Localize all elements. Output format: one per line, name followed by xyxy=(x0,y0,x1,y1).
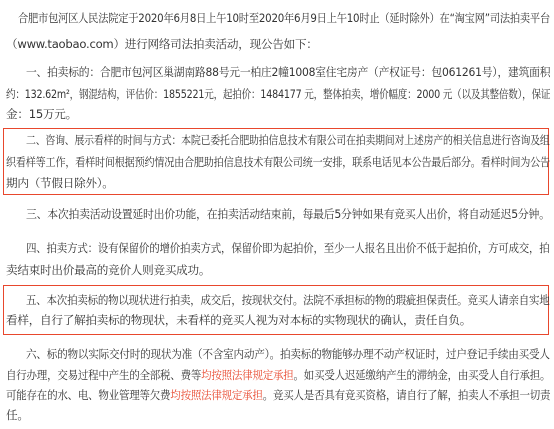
section-6-line-3 xyxy=(6,387,550,403)
intro-line-1: 合肥市包河区人民法院定于2020年6月8日上午10时至2020年6月9日上午10时止（延时除外）在“淘宝网”司法拍卖平台 xyxy=(18,11,550,25)
section-4-line-2: 卖结束时出价最高的竞价人则竞买成功。 xyxy=(6,263,211,277)
section-3-line-1: 三、本次拍卖活动设置延时出价功能，在拍卖活动结束前，每最后5分钟如果有竞买人出价，将自动延迟5分钟。 xyxy=(26,207,550,221)
section-2-line-2: 织看样等工作，看样时间根据预约情况由合肥助拍信息技术有限公司统一安排，联系电话见本公告最后部分。看样时间为公告 xyxy=(6,155,550,169)
section-6-line-2-rest: 。如买受人迟延缴纳产生的滞纳金，由买受人自行承担。 xyxy=(293,368,551,382)
section-5-line-2: 看样，自行了解拍卖标的物现状，未看样的竞买人视为对本标的实物现状的确认，责任自负。 xyxy=(6,313,472,327)
section-6-line-1: 六、标的物以实际交付时的现状为准（不含室内动产）。拍卖标的物能够办理不动产权证时，过户登记手续由买受人 xyxy=(26,347,550,361)
section-6-line-3-rest: 。竞买人是否具有竞买资格，请自行了解，拍卖人不承担一切责 xyxy=(262,388,551,402)
section-1-line-2: 约：132.62m²，钢混结构，评估价：1855221元，起拍价：1484177 元，整体拍卖，增价幅度：2000 元（以及其整倍数），保证 xyxy=(6,87,551,101)
section-1-line-3: 金：15万元。 xyxy=(6,107,77,121)
section-6-line-2-text: 自行办理，交易过程中产生的全部税、费等 xyxy=(6,368,202,382)
intro-line-2: （www.taobao.com）进行网络司法拍卖活动，现公告如下： xyxy=(6,37,318,51)
section-2-line-3: 期内（节假日除外）。 xyxy=(6,176,114,190)
section-4-line-1: 四、拍卖方式：设有保留价的增价拍卖方式，保留价即为起拍价，至少一人报名且出价不低于起拍价，方可成交，拍 xyxy=(26,241,550,255)
section-2-line-1: 二、咨询、展示看样的时间与方式：本院已委托合肥助拍信息技术有限公司在拍卖期间对上述房产的相关信息进行咨询及组 xyxy=(26,133,550,147)
section-1-line-1: 一、拍卖标的：合肥市包河区巢湖南路88号元一柏庄2幢1008室住宅房产（产权证号：包061261号），建筑面积 xyxy=(26,65,551,79)
legal-burden-highlight-2: 均按照法律规定承担 xyxy=(170,388,263,402)
section-5-line-1: 五、本次拍卖标的物以现状进行拍卖，成交后，按现状交付。法院不承担标的物的瑕疵担保责任。竞买人请亲自实地 xyxy=(26,293,550,307)
legal-burden-highlight-1: 均按照法律规定承担 xyxy=(201,368,294,382)
section-6-line-2 xyxy=(6,367,550,383)
section-6-line-3-text: 可能存在的水、电、物业管理等欠费 xyxy=(6,388,171,402)
section-6-line-4: 任。 xyxy=(6,408,29,422)
